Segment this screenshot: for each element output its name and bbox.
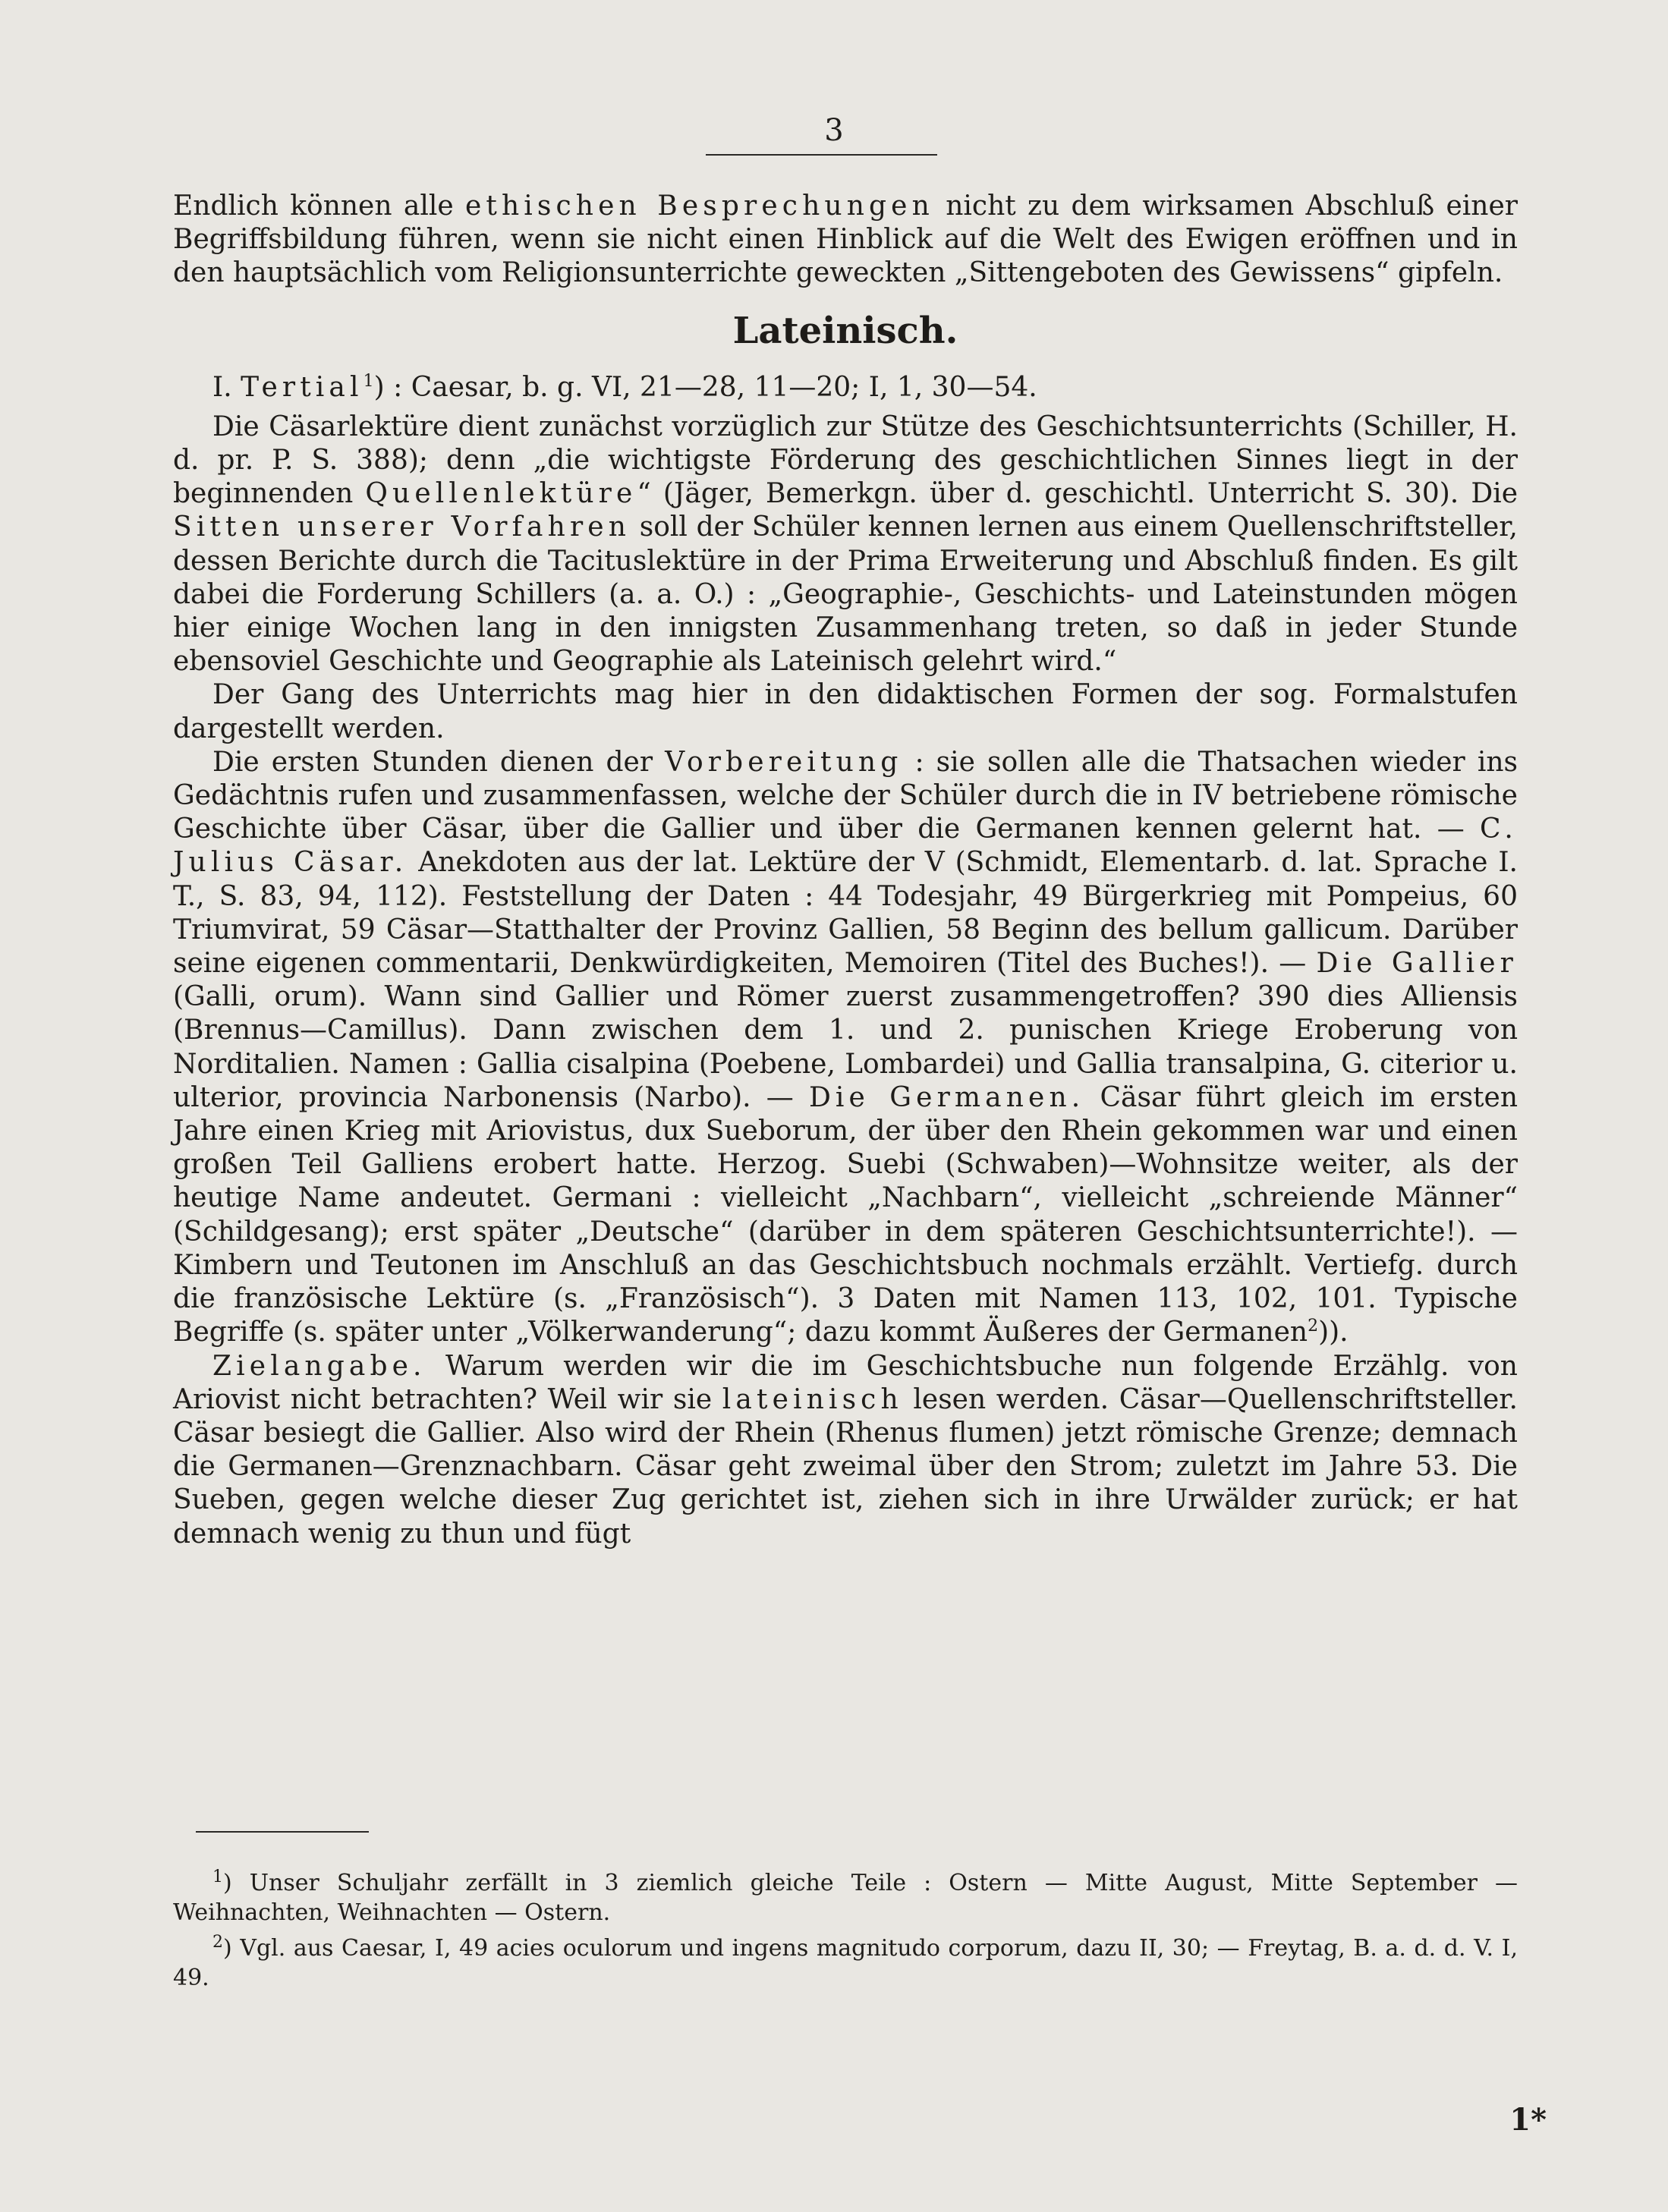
spaced-emphasis: Die Germanen. <box>808 1081 1085 1113</box>
footnote-ref: 1 <box>363 371 374 391</box>
body-text <box>173 190 1518 1551</box>
footnote-2: $^2$) Vgl. aus Caesar, I, 49 acies oculorum und ingens magnitudo corporum, dazu II, 30; — Freytag, B. a. d. d. V. I, 49. <box>173 1933 1518 1991</box>
footnote-rule <box>196 1831 369 1833</box>
footnotes <box>173 1868 1518 1999</box>
footnote-1: $^1$) Unser Schuljahr zerfällt in 3 ziemlich gleiche Teile : Ostern — Mitte August, Mitte September — Weihnachten, Weihnachten — Ostern. <box>173 1867 1518 1926</box>
paragraph-formal-stages: Der Gang des Unterrichts mag hier in den didaktischen Formen der sog. Formalstufen dargestellt werden. <box>173 679 1518 744</box>
section-heading: Lateinisch. <box>732 309 958 352</box>
footnote-mark: 1 <box>212 1867 223 1886</box>
paragraph-preparation: Die ersten Stunden dienen der Vorbereitung : sie sollen alle die Thatsachen wieder ins Gedächtnis rufen und zusammenfassen, welche der Schüler durch die in IV betriebene römische Geschichte über Cäsar, über die Gallier und über die Germanen kennen gelernt hat. — C. Julius Cäsar. Anekdoten aus der lat. Lektüre der V (Schmidt, Elementarb. d. lat. Sprache I. T., S. 83, 94, 112). Feststellung der Daten : 44 Todesjahr, 49 Bürgerkrieg mit Pompeius, 60 Triumvirat, 59 Cäsar—Statthalter der Provinz Gallien, 58 Beginn des bellum gallicum. Darüber seine eigenen commentarii, Denkwürdigkeiten, Memoiren (Titel des Buches!). — Die Gallier (Galli, orum). Wann sind Gallier und Römer zuerst zusammengetroffen? 390 dies Alliensis (Brennus—Camillus). Dann zwischen dem 1. und 2. punischen Kriege Eroberung von Norditalien. Namen : Gallia cisalpina (Poebene, Lombardei) und Gallia transalpina, G. citerior u. ulterior, provincia Narbonensis (Narbo). — Die Germanen. Cäsar führt gleich im ersten Jahre einen Krieg mit Ariovistus, dux Sueborum, der über den Rhein gekommen war und einen großen Teil Galliens erobert hatte. Herzog. Suebi (Schwaben)—Wohnsitze weiter, als der heutige Name andeutet. Germani : vielleicht „Nachbarn“, vielleicht „schreiende Männer“ (Schildgesang); erst später „Deutsche“ (darüber in dem späteren Geschichtsunterrichte!). — Kimbern und Teutonen im Anschluß an das Geschichtsbuch nochmals erzählt. Vertiefg. durch die französische Lektüre (s. „Französisch“). 3 Daten mit Namen 113, 102, 101. Typische Begriffe (s. später unter „Völkerwanderung“; dazu kommt Äußeres der Germanen$^2$)). <box>173 746 1518 1348</box>
spaced-emphasis: Zielangabe. <box>212 1350 426 1382</box>
signature-mark: 1* <box>1509 2102 1547 2138</box>
spaced-emphasis: Quellenlektüre <box>365 478 637 510</box>
spaced-emphasis: ethischen Besprechungen <box>464 190 934 222</box>
spaced-emphasis: C. Julius Cäsar. <box>173 813 1518 879</box>
paragraph-caesar-reading: Die Cäsarlektüre dient zunächst vorzüglich zur Stütze des Geschichtsunterrichts (Schiller, H. d. pr. P. S. 388); denn „die wichtigste Förderung des geschichtlichen Sinnes liegt in der beginnenden Quellenlektüre“ (Jäger, Bemerkgn. über d. geschichtl. Unterricht S. 30). Die Sitten unserer Vorfahren soll der Schüler kennen lernen aus einem Quellenschriftsteller, dessen Berichte durch die Tacituslektüre in der Prima Erweiterung und Abschluß finden. Es gilt dabei die Forderung Schillers (a. a. O.) : „Geographie-, Geschichts- und Lateinstunden mögen hier einige Wochen lang in den innigsten Zusammenhang treten, so daß in jeder Stunde ebensoviel Geschichte und Geographie als Lateinisch gelehrt wird.“ <box>173 411 1518 678</box>
spaced-emphasis: Vorbereitung <box>665 746 903 778</box>
paragraph-goal: Zielangabe. Warum werden wir die im Geschichtsbuche nun folgende Erzählg. von Ariovist nicht betrachten? Weil wir sie lateinisch lesen werden. Cäsar—Quellenschriftsteller. Cäsar besiegt die Gallier. Also wird der Rhein (Rhenus flumen) jetzt römische Grenze; demnach die Germanen—Grenznachbarn. Cäsar geht zweimal über den Strom; zuletzt im Jahre 53. Die Sueben, gegen welche dieser Zug gerichtet ist, ziehen sich in ihre Urwälder zurück; er hat demnach wenig zu thun und fügt <box>173 1350 1518 1550</box>
header-rule <box>706 154 937 156</box>
footnote-mark: 2 <box>212 1933 223 1952</box>
spaced-emphasis: lateinisch <box>722 1383 903 1415</box>
page-number: 3 <box>824 113 844 148</box>
footnote-ref: 2 <box>1308 1317 1319 1336</box>
spaced-emphasis: Sitten unserer Vorfahren <box>173 511 631 543</box>
spaced-emphasis: Die Gallier <box>1316 948 1518 980</box>
intro-paragraph: Endlich können alle ethischen Besprechungen nicht zu dem wirksamen Abschluß einer Begriffsbildung führen, wenn sie nicht einen Hinblick auf die Welt des Ewigen eröffnen und in den hauptsächlich vom Religionsunterrichte geweckten „Sittengeboten des Gewissens“ gipfeln. <box>173 190 1519 289</box>
spaced-emphasis: Tertial <box>241 371 363 403</box>
section-subheading: I. Tertial$^1$) : Caesar, b. g. VI, 21—28, 11—20; I, 1, 30—54. <box>212 371 1037 403</box>
